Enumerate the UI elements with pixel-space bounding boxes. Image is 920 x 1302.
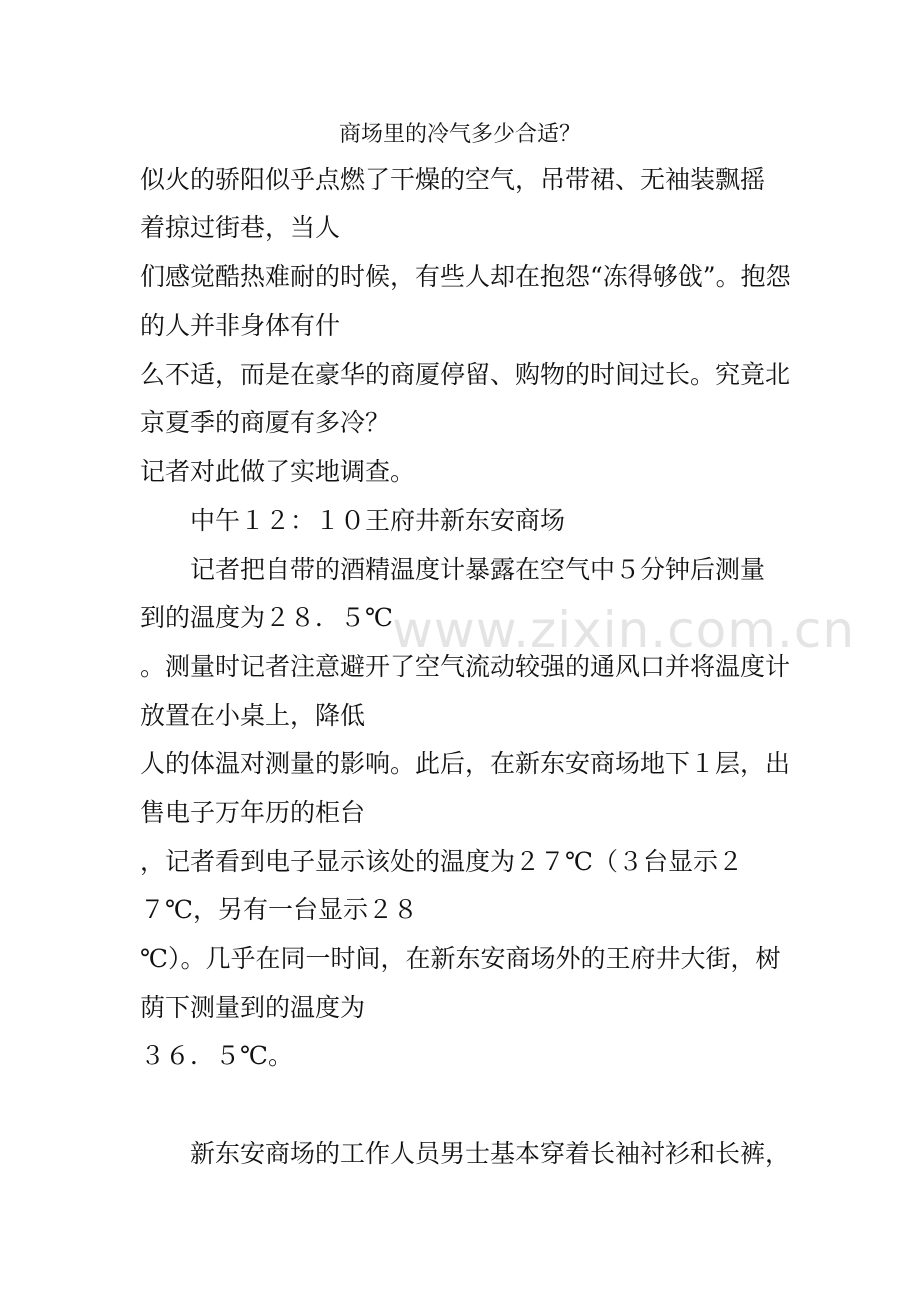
- body-line: 么不适，而是在豪华的商厦停留、购物的时间过长。究竟北: [140, 360, 791, 389]
- body-line: 放置在小桌上，降低: [140, 701, 366, 730]
- body-line: 们感觉酷热难耐的时候，有些人却在抱怨“冻得够戗”。抱怨: [140, 262, 791, 291]
- body-line: 新东安商场的工作人员男士基本穿着长袖衬衫和长裤，: [190, 1139, 791, 1168]
- body-line: 售电子万年历的柜台: [140, 798, 366, 827]
- body-line: 的人并非身体有什: [140, 311, 341, 340]
- watermark: www.zixin.com.cn: [392, 601, 856, 659]
- document-title: 商场里的冷气多少合适？: [338, 122, 581, 147]
- section-heading: 中午１２：１０王府井新东安商场: [190, 506, 566, 535]
- body-line: 记者对此做了实地调查。: [140, 457, 416, 486]
- body-line: 到的温度为２８．５℃: [140, 603, 393, 632]
- body-line: 着掠过街巷，当人: [140, 213, 341, 242]
- body-line: ７℃，另有一台显示２８: [140, 895, 418, 924]
- body-line: 记者把自带的酒精温度计暴露在空气中５分钟后测量: [190, 555, 766, 584]
- body-line: 似火的骄阳似乎点燃了干燥的空气，吊带裙、无袖装飘摇: [140, 165, 766, 194]
- body-line: 京夏季的商厦有多冷？: [140, 408, 391, 437]
- body-line: ℃）。几乎在同一时间，在新东安商场外的王府井大街，树: [140, 944, 781, 973]
- body-line: 荫下测量到的温度为: [140, 993, 366, 1022]
- body-line: 。测量时记者注意避开了空气流动较强的通风口并将温度计: [140, 652, 791, 681]
- body-line: 人的体温对测量的影响。此后，在新东安商场地下１层，出: [140, 749, 791, 778]
- body-line: ３６．５℃。: [140, 1041, 293, 1070]
- body-line: ，记者看到电子显示该处的温度为２７℃（３台显示２: [140, 847, 743, 876]
